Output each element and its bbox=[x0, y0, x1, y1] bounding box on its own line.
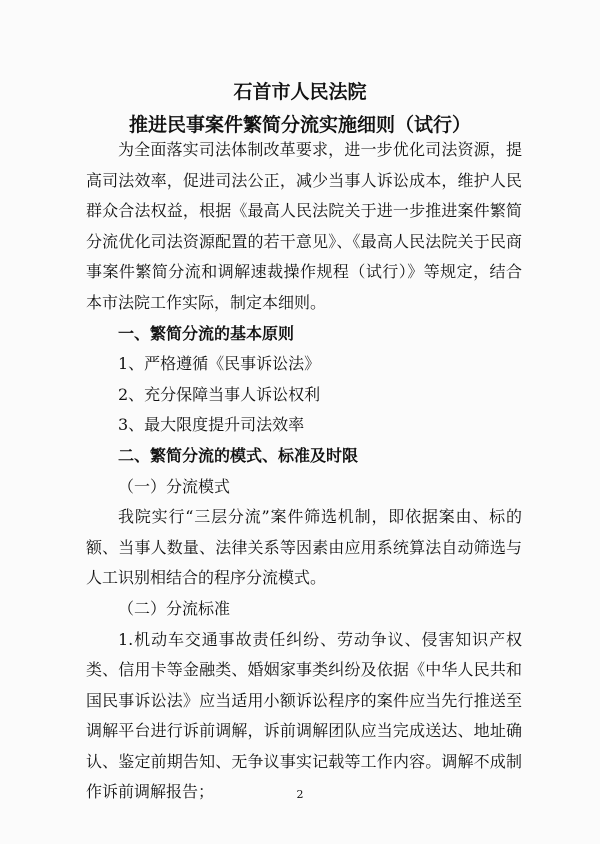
principle-item: 2、充分保障当事人诉讼权利 bbox=[118, 384, 321, 404]
mode-paragraph: 我院实行“三层分流”案件筛选机制，即依据案由、标的额、当事人数量、法律关系等因素由应用系统算法自动筛选与人工识别相结合的程序分流模式。 bbox=[86, 507, 522, 588]
subsection-heading-standard: （二）分流标准 bbox=[118, 598, 231, 618]
intro-paragraph: 为全面落实司法体制改革要求，进一步优化司法资源，提高司法效率，促进司法公正，减少当事人诉讼成本，维护人民群众合法权益，根据《最高人民法院关于进一步推进案件繁简分流优化司法资源配置的若干意见》、《最高人民法院关于民商事案件繁简分流和调解速裁操作规程（试行）》等规定，结合本市法院工作实际，制定本细则。 bbox=[86, 140, 522, 312]
page-number: 2 bbox=[296, 788, 304, 801]
principle-item: 3、最大限度提升司法效率 bbox=[118, 415, 305, 435]
standard-paragraph: 1.机动车交通事故责任纠纷、劳动争议、侵害知识产权类、信用卡等金融类、婚姻家事类纠纷及依据《中华人民共和国民事诉讼法》应当适用小额诉讼程序的案件应当先行推送至调解平台进行诉前调解，诉前调解团队应当完成送达、地址确认、鉴定前期告知、无争议事实记载等工作内容。调解不成制作诉前调解报告； bbox=[86, 629, 522, 802]
section-heading-principles: 一、繁简分流的基本原则 bbox=[118, 323, 295, 343]
document-title: 推进民事案件繁简分流实施细则（试行） bbox=[128, 114, 471, 136]
subsection-heading-mode: （一）分流模式 bbox=[118, 476, 231, 496]
court-name: 石首市人民法院 bbox=[233, 81, 367, 103]
document-body bbox=[86, 135, 522, 808]
section-heading-mode: 二、繁简分流的模式、标准及时限 bbox=[118, 445, 359, 465]
principle-item: 1、严格遵循《民事诉讼法》 bbox=[118, 354, 321, 374]
